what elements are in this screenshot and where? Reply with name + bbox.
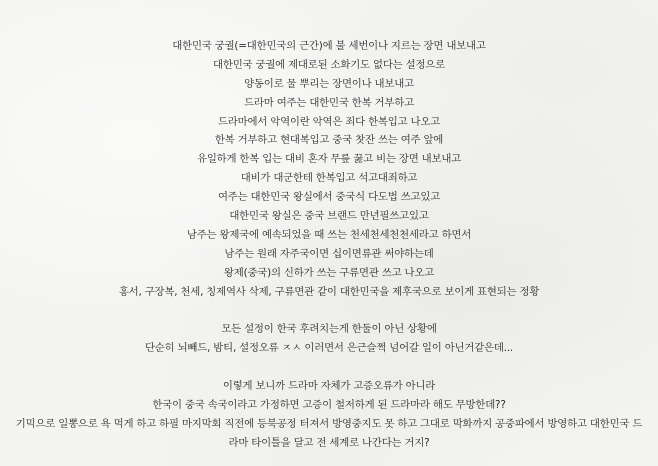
post-line-5: 드라마에서 악역이란 악역은 죄다 한복입고 나오고 xyxy=(217,115,441,128)
post-line-19: 기믹으로 일뽕으로 욕 먹게 하고 하필 마지막회 직전에 등북공정 터져서 방영중지도 못 하고 그대로 막화까지 공중파에서 방영하고 대한민국 드라마 타이틀을 달고 전 세계로 나간다는 거지? xyxy=(15,417,643,449)
post-line-7: 유일하게 한복 입는 대비 혼자 무릎 꿇고 비는 장면 내보내고 xyxy=(196,153,462,166)
post-line-9: 여주는 대한민국 왕실에서 중국식 다도법 쓰고있고 xyxy=(217,191,441,204)
post-line-6: 한복 거부하고 현대복입고 중국 찻잔 쓰는 여주 앞에 xyxy=(214,134,444,147)
post-line-16: 단순히 뇌빼드, 밤티, 설정오류 ㅈㅅ 이러면서 은근슬쩍 넘어갈 일이 아닌거같은데... xyxy=(144,342,514,355)
post-line-4: 드라마 여주는 대한민국 한복 거부하고 xyxy=(244,96,414,109)
post-line-13: 왕제(중국)의 신하가 쓰는 구류면관 쓰고 나오고 xyxy=(223,266,435,279)
post-line-8: 대비가 대군한테 한복입고 석고대죄하고 xyxy=(240,172,418,185)
post-line-10: 대한민국 왕실은 중국 브랜드 만년필쓰고있고 xyxy=(229,210,429,223)
post-line-15: 모든 설정이 한국 후려치는게 한둘이 아닌 상황에 xyxy=(221,323,437,336)
paragraph-gap xyxy=(0,358,658,377)
paragraph-gap xyxy=(0,301,658,320)
post-line-3: 양동이로 물 뿌리는 장면이나 내보내고 xyxy=(244,77,414,90)
post-line-12: 남주는 원래 자주국이면 십이면류관 써야하는데 xyxy=(224,247,434,260)
post-line-17: 이렇게 보니까 드라마 자체가 고증오류가 아니라 xyxy=(222,380,436,393)
post-line-18: 한국이 중국 속국이라고 가정하면 고증이 철저하게 된 드라마라 해도 무방한데?? xyxy=(152,398,506,411)
post-line-11: 남주는 왕제국에 예속되었을 때 쓰는 천세천세천천세라고 하면서 xyxy=(186,228,472,241)
post-line-1: 대한민국 궁궐(=대한민국의 근간)에 불 세번이나 지르는 장면 내보내고 xyxy=(172,40,486,52)
post-line-2: 대한민국 궁궐에 제대로된 소화기도 없다는 설정으로 xyxy=(213,58,445,71)
post-line-14: 홍서, 구장복, 천세, 칭제역사 삭제, 구류면관 같이 대한민국을 제후국으로 보이게 표현되는 정황 xyxy=(118,285,540,298)
